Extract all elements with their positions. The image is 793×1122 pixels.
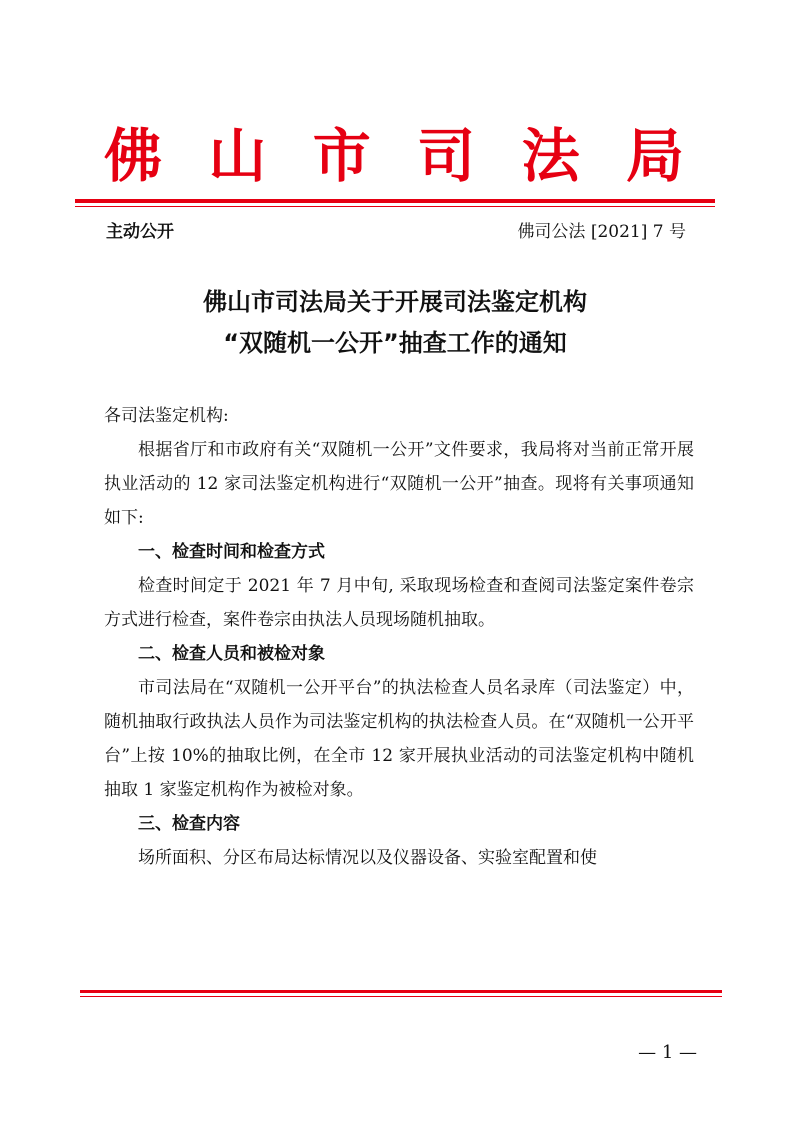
- masthead-char: 山: [208, 122, 267, 190]
- document-number: 佛司公法 [2021] 7 号: [517, 222, 686, 242]
- masthead-char: 佛: [104, 122, 163, 190]
- intro-paragraph: 根据省厅和市政府有关“双随机一公开”文件要求，我局将对当前正常开展执业活动的 12 家司法鉴定机构进行“双随机一公开”抽查。现将有关事项通知如下:: [104, 440, 694, 528]
- section-paragraph-1: 检查时间定于 2021 年 7 月中旬, 采取现场检查和查阅司法鉴定案件卷宗方式进行检查，案件卷宗由执法人员现场随机抽取。: [104, 576, 694, 630]
- header-divider-thin: [75, 206, 715, 207]
- masthead-char: 市: [312, 122, 371, 190]
- document-title-line1: 佛山市司法局关于开展司法鉴定机构: [203, 288, 587, 316]
- section-paragraph-3: 场所面积、分区布局达标情况以及仪器设备、实验室配置和使: [138, 848, 597, 868]
- page-number: — 1 —: [638, 1042, 697, 1063]
- section-heading-2: 二、检查人员和被检对象: [138, 644, 325, 664]
- section-heading-1: 一、检查时间和检查方式: [138, 542, 325, 562]
- header-divider-thick: [75, 199, 715, 203]
- salutation: 各司法鉴定机构:: [104, 406, 229, 426]
- masthead-char: 司: [417, 122, 476, 190]
- masthead-char: 法: [521, 122, 580, 190]
- section-paragraph-2: 市司法局在“双随机一公开平台”的执法检查人员名录库（司法鉴定）中，随机抽取行政执法人员作为司法鉴定机构的执法检查人员。在“双随机一公开平台”上按 10%的抽取比例，在全市 12 家开展执业活动的司法鉴定机构中随机抽取 1 家鉴定机构作为被检对象。: [104, 678, 694, 800]
- footer-divider-thin: [80, 996, 722, 997]
- masthead-org-name: [104, 118, 684, 194]
- disclosure-label: 主动公开: [106, 222, 174, 242]
- section-heading-3: 三、检查内容: [138, 814, 240, 834]
- document-title-line2: “双随机一公开”抽查工作的通知: [223, 329, 567, 357]
- footer-divider-thick: [80, 990, 722, 993]
- document-body: [104, 399, 694, 875]
- masthead-char: 局: [625, 122, 684, 190]
